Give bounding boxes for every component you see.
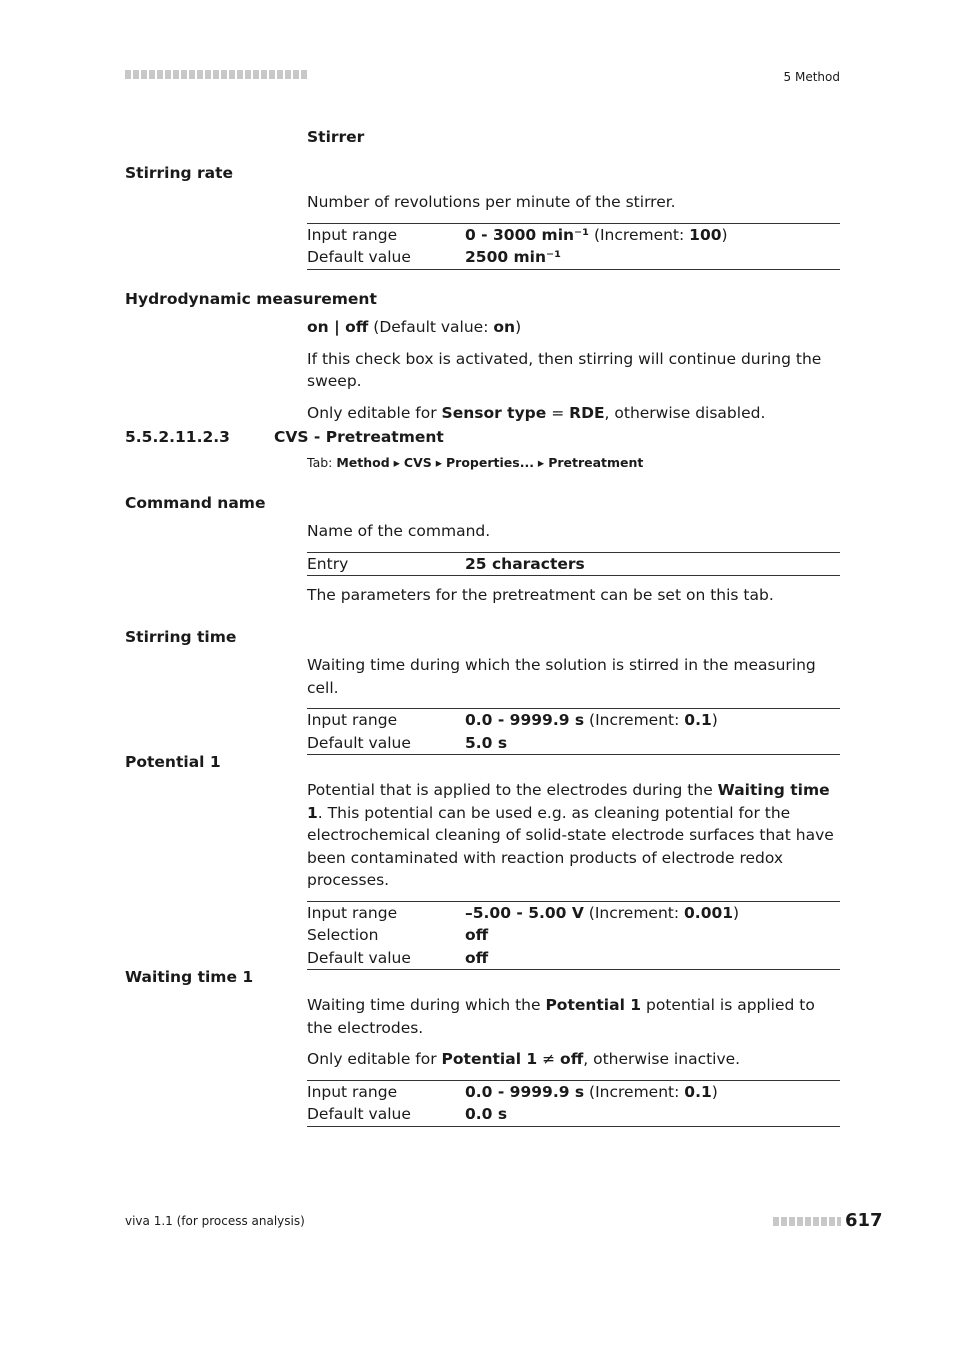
hydrodynamic-block [307, 316, 840, 433]
stirring-time-table [307, 708, 840, 755]
table-row [307, 924, 840, 947]
stirring-rate-block [307, 191, 840, 270]
potential-1-description: Potential that is applied to the electrodes during the Waiting time 1. This potential can be used e.g. as cleaning potential for the electrochemical cleaning of solid-state electrode surfaces that have been contaminated with reaction products of electrode redox processes. [307, 781, 834, 889]
page-number: 617 [845, 1210, 883, 1231]
command-name-table [307, 552, 840, 577]
hydrodynamic-options: on | off (Default value: on) [307, 318, 522, 336]
tab-path: Tab: Method ▸ CVS ▸ Properties... ▸ Pretreatment [307, 455, 644, 470]
row-label: Entry [307, 554, 349, 573]
table-row [307, 246, 840, 269]
row-label: Default value [307, 948, 411, 967]
command-name-note: The parameters for the pretreatment can be set on this tab. [307, 586, 774, 604]
row-label: Selection [307, 926, 379, 944]
row-value: 0 - 3000 min⁻¹ (Increment: 100) [465, 225, 728, 244]
table-row [307, 901, 840, 924]
row-value: 5.0 s [465, 733, 508, 752]
section-number: 5.5.2.11.2.3 [125, 428, 230, 446]
waiting-time-1-edit-note: Only editable for Potential 1 ≠ off, otherwise inactive. [307, 1050, 741, 1068]
table-row [307, 732, 840, 755]
table-row [307, 552, 840, 576]
row-value: 2500 min⁻¹ [465, 248, 562, 266]
stirring-time-description: Waiting time during which the solution is stirred in the measuring cell. [307, 656, 816, 697]
row-label: Input range [307, 903, 398, 922]
row-label: Default value [307, 248, 411, 266]
stirring-rate-table [307, 223, 840, 270]
waiting-time-1-heading: Waiting time 1 [125, 968, 254, 986]
hydrodynamic-description: If this check box is activated, then stirring will continue during the sweep. [307, 349, 822, 390]
command-name-block [307, 520, 840, 616]
command-name-heading: Command name [125, 494, 266, 512]
stirring-rate-description: Number of revolutions per minute of the stirrer. [307, 193, 676, 211]
row-value: off [465, 926, 489, 944]
row-label: Input range [307, 1082, 398, 1101]
stirring-rate-heading: Stirring rate [125, 164, 234, 182]
row-label: Input range [307, 225, 398, 244]
row-value: 0.0 s [465, 1105, 508, 1123]
command-name-description: Name of the command. [307, 522, 491, 540]
row-value: –5.00 - 5.00 V (Increment: 0.001) [465, 903, 740, 922]
row-value: 0.0 - 9999.9 s (Increment: 0.1) [465, 711, 718, 729]
footer-product: viva 1.1 (for process analysis) [125, 1214, 305, 1228]
hydrodynamic-heading: Hydrodynamic measurement [125, 290, 377, 308]
potential-1-table [307, 901, 840, 971]
waiting-time-1-block [307, 994, 840, 1127]
header-decoration [125, 70, 309, 79]
table-row [307, 709, 840, 732]
row-value: 25 characters [465, 554, 585, 573]
potential-1-heading: Potential 1 [125, 753, 221, 771]
row-value: 0.0 - 9999.9 s (Increment: 0.1) [465, 1082, 718, 1101]
section-title: CVS - Pretreatment [274, 428, 444, 446]
table-row [307, 223, 840, 246]
row-value: off [465, 948, 489, 967]
running-header-section: 5 Method [783, 70, 840, 84]
row-label: Default value [307, 733, 411, 752]
table-row [307, 1103, 840, 1126]
waiting-time-1-description: Waiting time during which the Potential 1 potential is applied to the electrodes. [307, 996, 815, 1037]
stirring-time-block [307, 654, 840, 755]
stirrer-heading: Stirrer [307, 128, 365, 146]
row-label: Default value [307, 1105, 411, 1123]
row-label: Input range [307, 711, 398, 729]
footer-decoration [773, 1217, 841, 1226]
hydrodynamic-edit-note: Only editable for Sensor type = RDE, otherwise disabled. [307, 403, 766, 422]
table-row [307, 947, 840, 970]
stirring-time-heading: Stirring time [125, 628, 237, 646]
waiting-time-1-table [307, 1080, 840, 1127]
potential-1-block [307, 779, 840, 970]
table-row [307, 1080, 840, 1103]
